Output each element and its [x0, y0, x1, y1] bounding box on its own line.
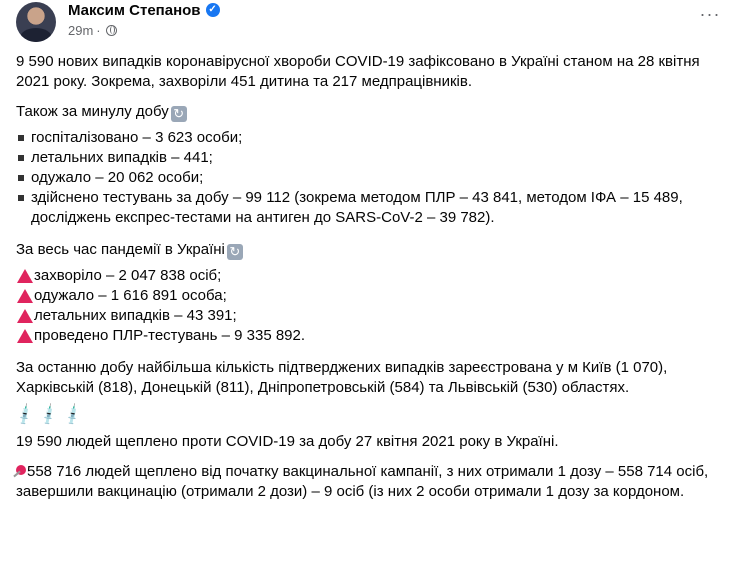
regions-paragraph: За останню добу найбільша кількість підтверджених випадків зареєстрована у м Київ (1 070), Харківській (818), Донецькій (811), Дніпропетровській (584) та Львівській (530) областях. — [16, 359, 668, 396]
post-meta — [68, 22, 117, 38]
post-body — [12, 52, 728, 512]
verified-badge-icon: ✓ — [206, 3, 220, 17]
globe-icon — [106, 25, 117, 36]
daily-item-text: госпіталізовано – 3 623 особи; — [31, 129, 243, 146]
post-time[interactable]: 29m — [68, 22, 94, 38]
post-intro: 9 590 нових випадків коронавірусної хвороби COVID-19 зафіксовано в Україні станом на 28 квітня 2021 року. Зокрема, захворіли 451 дитина та 217 медпрацівників. — [16, 53, 700, 90]
total-heading — [16, 240, 728, 260]
black-square-icon — [18, 175, 24, 181]
total-item-text: захворіло – 2 047 838 осіб; — [34, 267, 222, 284]
black-square-icon — [18, 155, 24, 161]
daily-item-text: одужало – 20 062 особи; — [31, 169, 204, 186]
vaccinated-total: 558 716 людей щеплено від початку вакцинальної кампанії, з них отримали 1 дозу – 558 714 осіб, завершили вакцинацію (отримали 2 дози) – 9 осіб (із них 2 особи отримали 1 дозу за кордоном. — [16, 463, 709, 500]
red-triangle-icon — [17, 289, 33, 303]
daily-heading-text: Також за минулу добу — [16, 103, 169, 120]
syringe-row — [12, 402, 728, 428]
list-item — [16, 266, 728, 286]
pushpin-icon — [16, 465, 26, 475]
list-item — [16, 306, 728, 326]
daily-heading — [16, 102, 728, 122]
list-item — [16, 326, 728, 346]
red-triangle-icon — [17, 309, 33, 323]
red-triangle-icon — [17, 329, 33, 343]
list-item — [16, 168, 728, 188]
meta-separator: · — [96, 22, 101, 38]
black-square-icon — [18, 135, 24, 141]
author-avatar[interactable] — [16, 2, 56, 42]
black-square-icon — [18, 195, 24, 201]
list-item — [16, 286, 728, 306]
author-row — [68, 0, 220, 20]
daily-stats-list — [16, 128, 728, 228]
more-options-button[interactable]: ··· — [699, 4, 721, 24]
list-item — [16, 128, 728, 148]
syringe-icon: 💉 — [36, 402, 62, 428]
total-item-text: летальних випадків – 43 391; — [34, 307, 237, 324]
vaccinated-day: 19 590 людей щеплено проти COVID-19 за добу 27 квітня 2021 року в Україні. — [16, 433, 559, 450]
vaccinated-total-paragraph — [16, 462, 728, 502]
author-name[interactable]: Максим Степанов — [68, 1, 201, 19]
syringe-icon: 💉 — [60, 402, 86, 428]
refresh-arrows-icon: ↻ — [227, 244, 243, 260]
daily-item-text: летальних випадків – 441; — [31, 149, 213, 166]
total-heading-text: За весь час пандемії в Україні — [16, 241, 225, 258]
list-item — [16, 148, 728, 168]
post-header — [16, 0, 724, 44]
total-item-text: одужало – 1 616 891 особа; — [34, 287, 227, 304]
daily-item-text: здійснено тестувань за добу – 99 112 (зокрема методом ПЛР – 43 841, методом ІФА – 15 489, досліджень експрес-тестами на антиген до SARS-CoV-2 – 39 782). — [31, 189, 683, 226]
syringe-icon: 💉 — [12, 402, 38, 428]
refresh-arrows-icon: ↻ — [171, 106, 187, 122]
total-item-text: проведено ПЛР-тестувань – 9 335 892. — [34, 327, 306, 344]
red-triangle-icon — [17, 269, 33, 283]
list-item — [16, 188, 728, 228]
avatar-shoulders — [20, 28, 52, 42]
total-stats-list — [16, 266, 728, 346]
